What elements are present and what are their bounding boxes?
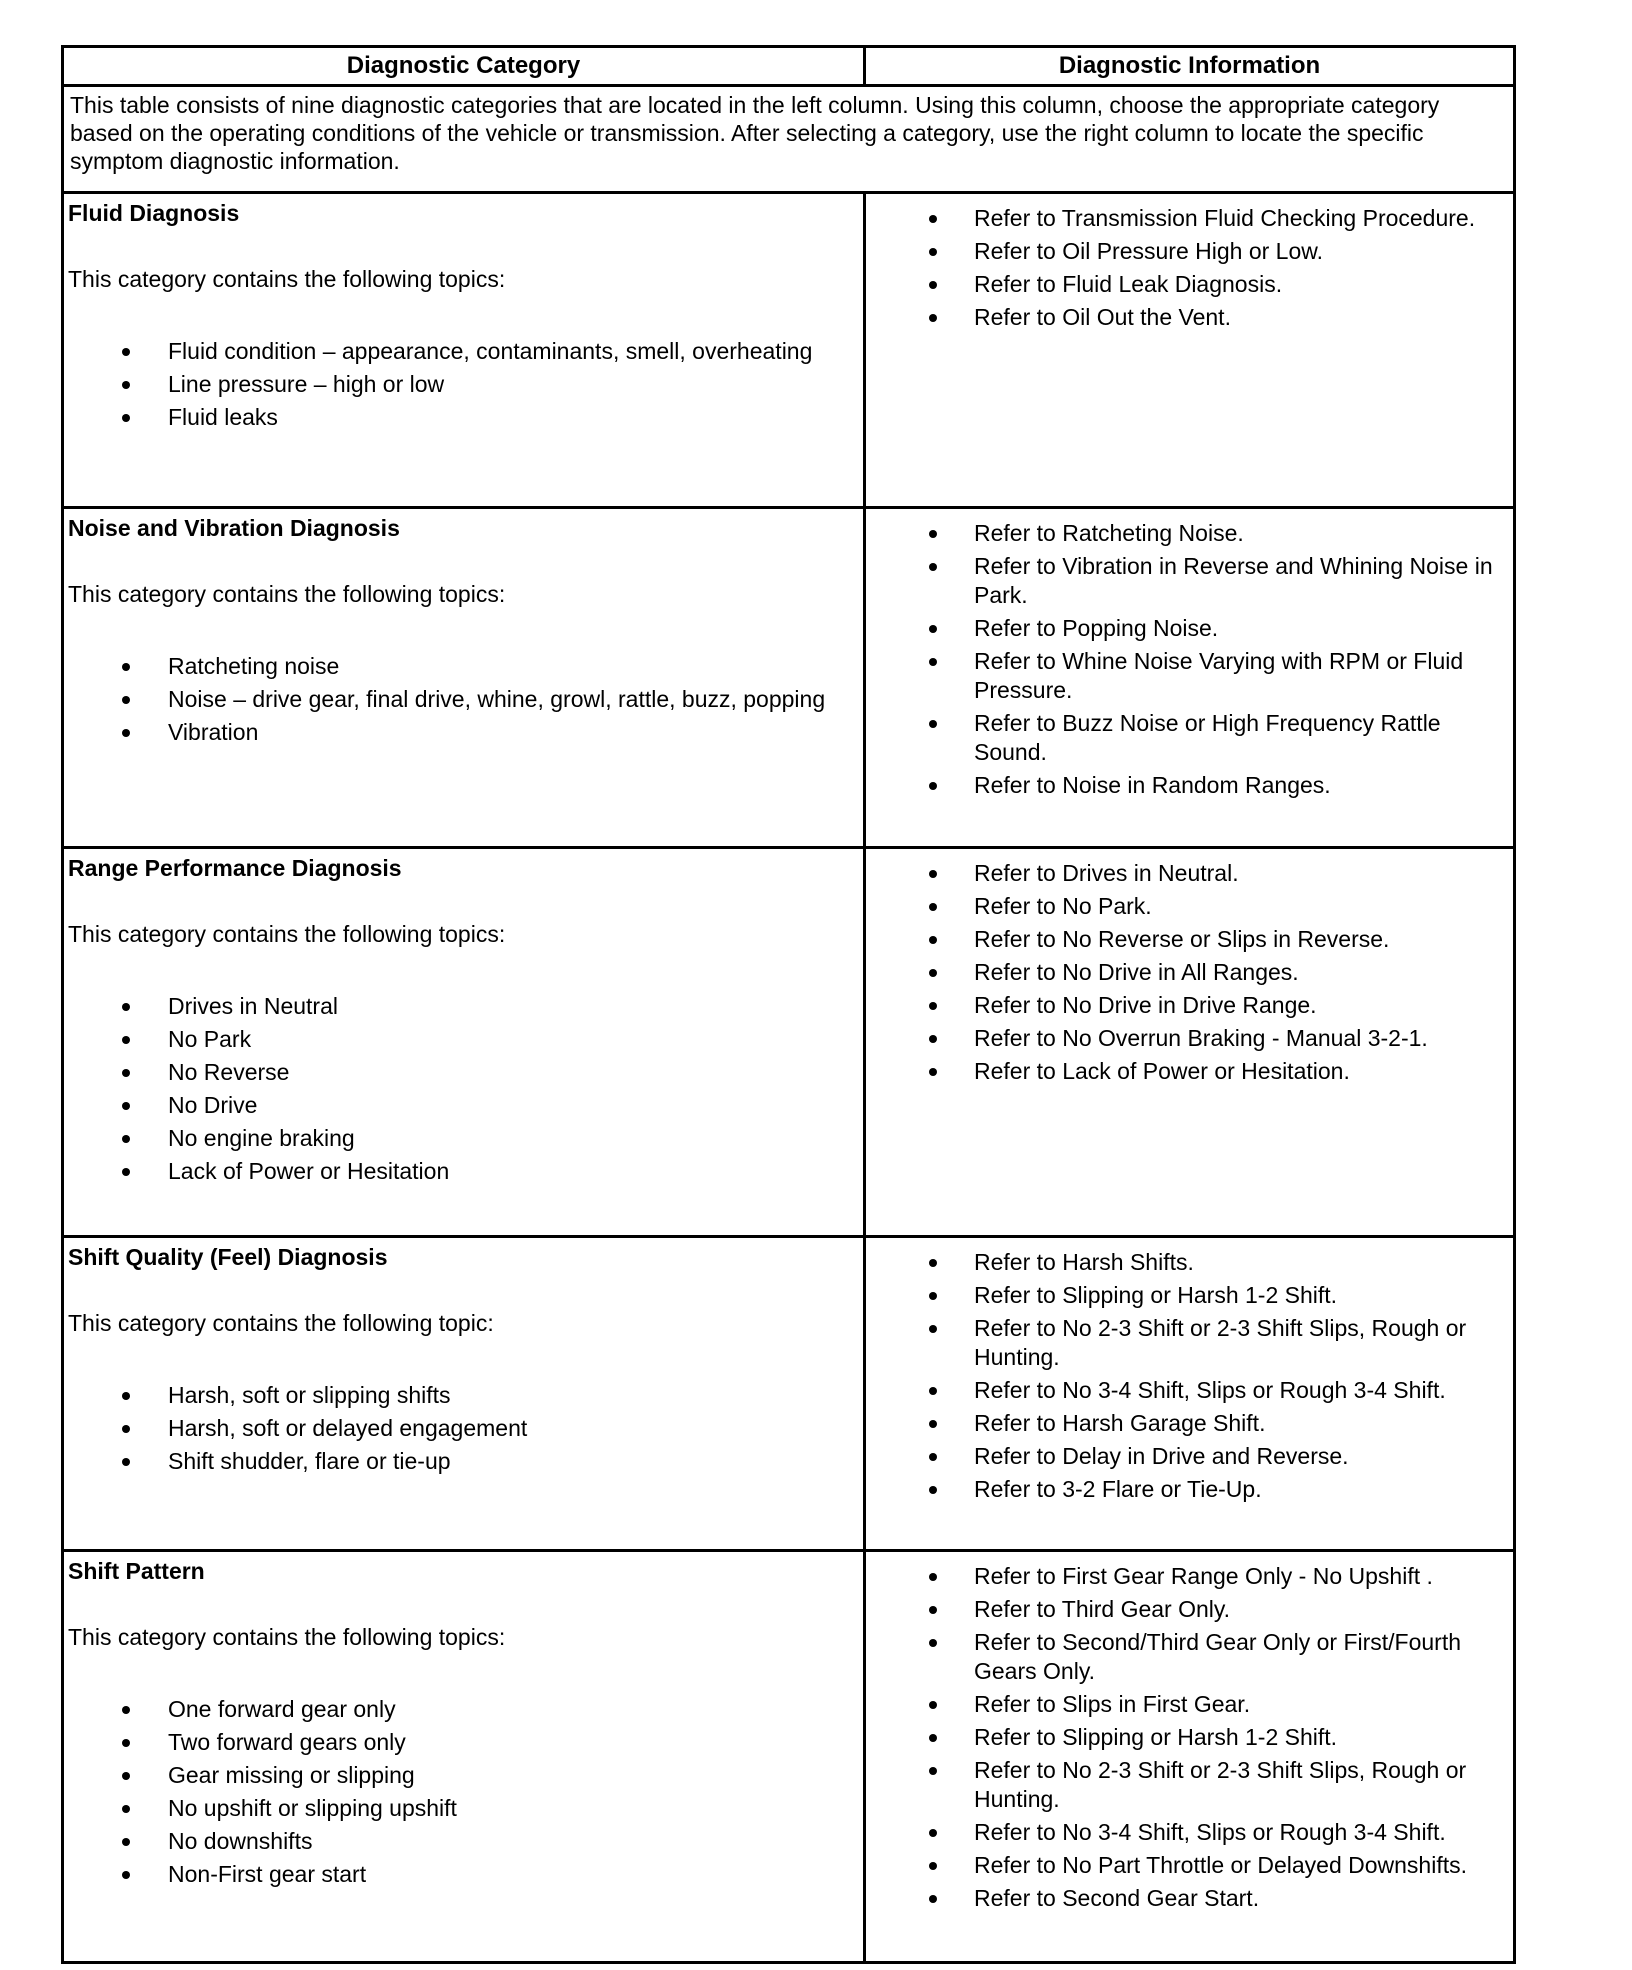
topic-item: Gear missing or slipping [68, 1761, 859, 1790]
topic-item: No engine braking [68, 1124, 859, 1153]
category-cell [63, 193, 865, 508]
information-list [870, 519, 1509, 800]
category-title: Noise and Vibration Diagnosis [68, 515, 400, 541]
diagnostic-table [61, 45, 1516, 1964]
category-title: Fluid Diagnosis [68, 200, 240, 226]
information-item: Refer to First Gear Range Only - No Upshift . [870, 1562, 1509, 1591]
category-cell [63, 1551, 865, 1963]
information-item: Refer to No Park. [870, 892, 1509, 921]
information-list [870, 1248, 1509, 1504]
information-item: Refer to Second Gear Start. [870, 1884, 1509, 1913]
information-item: Refer to Noise in Random Ranges. [870, 771, 1509, 800]
information-item: Refer to Vibration in Reverse and Whining Noise in Park. [870, 552, 1509, 610]
table-row [63, 508, 1515, 848]
information-item: Refer to Harsh Garage Shift. [870, 1409, 1509, 1438]
topic-item: Harsh, soft or delayed engagement [68, 1414, 859, 1443]
information-item: Refer to No Reverse or Slips in Reverse. [870, 925, 1509, 954]
topic-item: Shift shudder, flare or tie-up [68, 1447, 859, 1476]
category-title: Shift Quality (Feel) Diagnosis [68, 1244, 388, 1270]
information-item: Refer to Slips in First Gear. [870, 1690, 1509, 1719]
information-item: Refer to No Drive in Drive Range. [870, 991, 1509, 1020]
information-cell [865, 1237, 1515, 1551]
topic-item: No Drive [68, 1091, 859, 1120]
information-item: Refer to Transmission Fluid Checking Procedure. [870, 204, 1509, 233]
information-item: Refer to Buzz Noise or High Frequency Rattle Sound. [870, 709, 1509, 767]
category-cell [63, 508, 865, 848]
information-item: Refer to Lack of Power or Hesitation. [870, 1057, 1509, 1086]
category-description: This category contains the following topic: [68, 1310, 494, 1336]
table-row [63, 1551, 1515, 1963]
topic-item: No Reverse [68, 1058, 859, 1087]
topic-item: Lack of Power or Hesitation [68, 1157, 859, 1186]
topic-list [68, 992, 859, 1186]
topic-item: Fluid condition – appearance, contaminants, smell, overheating [68, 337, 859, 366]
topic-list [68, 1695, 859, 1889]
information-cell [865, 508, 1515, 848]
topic-item: No downshifts [68, 1827, 859, 1856]
category-cell [63, 848, 865, 1237]
information-item: Refer to Slipping or Harsh 1-2 Shift. [870, 1281, 1509, 1310]
category-description: This category contains the following topics: [68, 266, 506, 292]
category-title: Shift Pattern [68, 1558, 205, 1584]
category-title: Range Performance Diagnosis [68, 855, 402, 881]
header-row [63, 47, 1515, 86]
intro-row [63, 86, 1515, 193]
information-item: Refer to Ratcheting Noise. [870, 519, 1509, 548]
information-item: Refer to Oil Pressure High or Low. [870, 237, 1509, 266]
information-item: Refer to 3-2 Flare or Tie-Up. [870, 1475, 1509, 1504]
topic-item: One forward gear only [68, 1695, 859, 1724]
information-list [870, 859, 1509, 1086]
information-item: Refer to Whine Noise Varying with RPM or Fluid Pressure. [870, 647, 1509, 705]
category-description: This category contains the following topics: [68, 1624, 506, 1650]
information-item: Refer to Harsh Shifts. [870, 1248, 1509, 1277]
information-item: Refer to Fluid Leak Diagnosis. [870, 270, 1509, 299]
topic-item: No upshift or slipping upshift [68, 1794, 859, 1823]
information-item: Refer to No Overrun Braking - Manual 3-2-1. [870, 1024, 1509, 1053]
information-item: Refer to Slipping or Harsh 1-2 Shift. [870, 1723, 1509, 1752]
information-item: Refer to No Part Throttle or Delayed Downshifts. [870, 1851, 1509, 1880]
table-row [63, 1237, 1515, 1551]
information-item: Refer to Delay in Drive and Reverse. [870, 1442, 1509, 1471]
topic-item: Line pressure – high or low [68, 370, 859, 399]
category-description: This category contains the following topics: [68, 921, 506, 947]
header-diagnostic-category: Diagnostic Category [63, 47, 865, 86]
topic-item: Non-First gear start [68, 1860, 859, 1889]
information-item: Refer to Popping Noise. [870, 614, 1509, 643]
category-description: This category contains the following topics: [68, 581, 506, 607]
information-list [870, 204, 1509, 332]
information-item: Refer to No 2-3 Shift or 2-3 Shift Slips, Rough or Hunting. [870, 1314, 1509, 1372]
intro-text: This table consists of nine diagnostic categories that are located in the left column. Using this column, choose the appropriate category based on the operating conditions of the vehicle or transmission. After selecting a category, use the right column to locate the specific symptom diagnostic information. [63, 86, 1515, 193]
information-item: Refer to Third Gear Only. [870, 1595, 1509, 1624]
information-item: Refer to Drives in Neutral. [870, 859, 1509, 888]
information-cell [865, 848, 1515, 1237]
topic-item: No Park [68, 1025, 859, 1054]
topic-list [68, 1381, 859, 1476]
topic-item: Harsh, soft or slipping shifts [68, 1381, 859, 1410]
topic-item: Ratcheting noise [68, 652, 859, 681]
table-row [63, 848, 1515, 1237]
information-item: Refer to No Drive in All Ranges. [870, 958, 1509, 987]
topic-item: Drives in Neutral [68, 992, 859, 1021]
header-diagnostic-information: Diagnostic Information [865, 47, 1515, 86]
information-list [870, 1562, 1509, 1913]
topic-list [68, 652, 859, 747]
information-cell [865, 193, 1515, 508]
information-cell [865, 1551, 1515, 1963]
topic-item: Noise – drive gear, final drive, whine, growl, rattle, buzz, popping [68, 685, 859, 714]
topic-list [68, 337, 859, 432]
topic-item: Fluid leaks [68, 403, 859, 432]
information-item: Refer to Second/Third Gear Only or First/Fourth Gears Only. [870, 1628, 1509, 1686]
information-item: Refer to No 3-4 Shift, Slips or Rough 3-4 Shift. [870, 1818, 1509, 1847]
topic-item: Two forward gears only [68, 1728, 859, 1757]
table-row [63, 193, 1515, 508]
information-item: Refer to Oil Out the Vent. [870, 303, 1509, 332]
category-cell [63, 1237, 865, 1551]
information-item: Refer to No 2-3 Shift or 2-3 Shift Slips, Rough or Hunting. [870, 1756, 1509, 1814]
information-item: Refer to No 3-4 Shift, Slips or Rough 3-4 Shift. [870, 1376, 1509, 1405]
topic-item: Vibration [68, 718, 859, 747]
